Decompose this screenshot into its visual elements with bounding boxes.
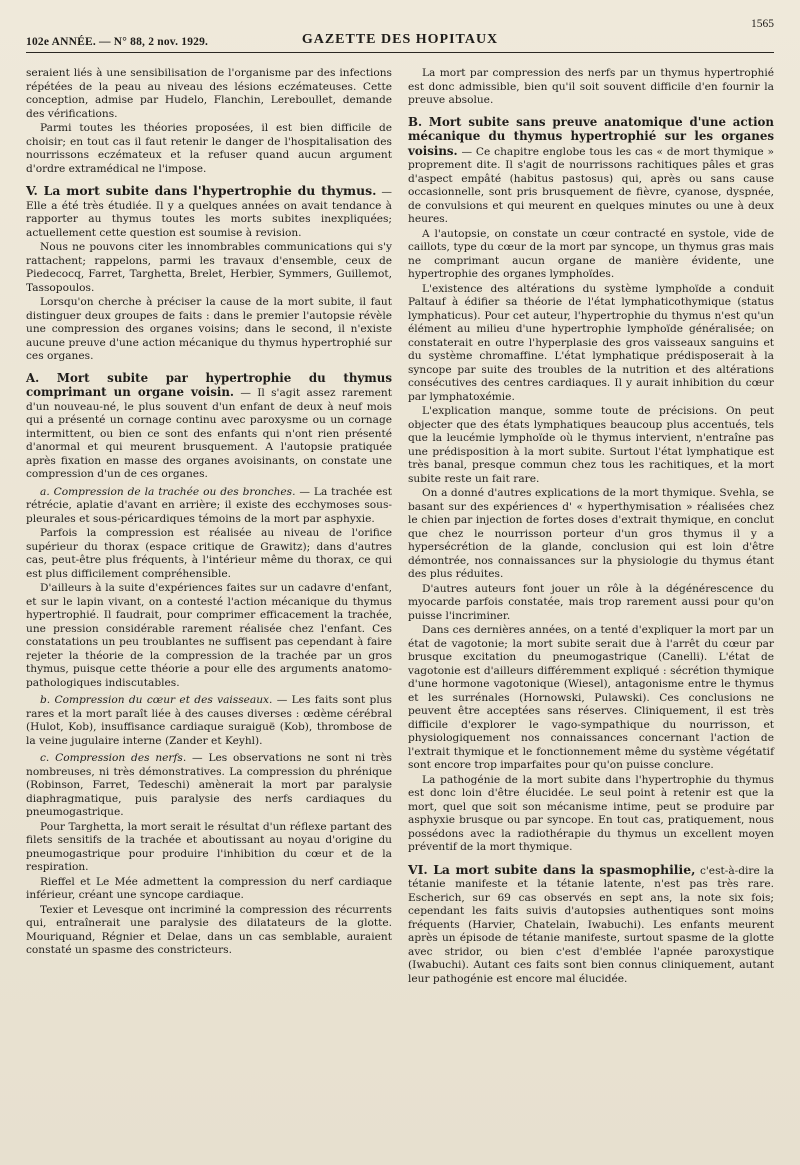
text-columns — [26, 67, 774, 987]
paragraph: On a donné d'autres explications de la mort thymique. Svehla, se basant sur des expériences d' « hyperthymisation » réalisées chez le chien par injection de fortes doses d'extrait thymique, en conclut que chez le nourrisson porteur d'un gros thymus il y a hypersécrétion de la glande, conclusion qui est loin d'être démontrée, nos connaissances sur la physiologie du thymus étant des plus réduites. — [408, 487, 774, 580]
issue-info: 102e ANNÉE. — N° 88, 2 nov. 1929. — [26, 36, 209, 48]
paragraph: Parmi toutes les théories proposées, il est bien difficile de choisir; en tout cas il faut retenir le danger de l'hospitalisation des nourrissons eczémateux et la refuser quand aucun argument d'ordre extramédical ne l'impose. — [26, 122, 392, 175]
paragraph: Pour Targhetta, la mort serait le résultat d'un réflexe partant des filets sensitifs de la trachée et aboutissant au noyau d'origine du pneumogastrique pour produire l'inhibition du cœur et de la respiration. — [26, 820, 392, 873]
page-number: 1565 — [751, 18, 774, 30]
paragraph: La pathogénie de la mort subite dans l'hypertrophie du thymus est donc loin d'être élucidée. Le seul point à retenir est que la mort, quel que soit son mécanisme intime, peut se produire par asphyxie brusque ou par syncope. En tout cas, pratiquement, nous possédons avec la radiothérapie du thymus un excellent moyen préventif de la mort thymique. — [408, 773, 774, 853]
paragraph: Rieffel et Le Mée admettent la compression du nerf cardiaque inférieur, créant une syncope cardiaque. — [26, 875, 392, 901]
paragraph: D'autres auteurs font jouer un rôle à la dégénérescence du myocarde parfois constatée, mais trop rarement aussi pour qu'on puisse l'incriminer. — [408, 582, 774, 622]
item-heading: c. Compression des nerfs. — [40, 752, 187, 764]
section-heading: VI. La mort subite dans la spasmophilie, — [408, 861, 696, 877]
subsection-a — [26, 372, 392, 482]
paragraph: L'existence des altérations du système lymphoïde a conduit Paltauf à édifier sa théorie de l'état lymphaticothymique (status lymphaticus). Pour cet auteur, l'hypertrophie du thymus n'est qu'un élément au milieu d'une hypertrophie lymphoïde généralisée; on constaterait en outre l'hyperplasie des gros vaisseaux sanguins et du système chromaffine. L'état lymphatique prédisposerait à la syncope par suite des troubles de la nutrition et des altérations consécutives des centres cardiaques. Il y aurait inhibition du cœur par lymphatoxémie. — [408, 282, 774, 403]
item-c — [26, 752, 392, 820]
paragraph: La mort par compression des nerfs par un thymus hypertrophié est donc admissible, bien qu'il soit souvent difficile d'en fournir la preuve absolue. — [408, 67, 774, 106]
section-v — [26, 184, 392, 240]
paragraph: Lorsqu'on cherche à préciser la cause de la mort subite, il faut distinguer deux groupes de faits : dans le premier l'autopsie révèle une compression des organes voisins; dans le second, il n'existe aucune preuve d'une action mécanique du thymus hypertrophié sur ces organes. — [26, 296, 392, 362]
section-vi — [408, 863, 774, 987]
item-a — [26, 486, 392, 527]
item-heading: b. Compression du cœur et des vaisseaux. — [40, 694, 273, 706]
section-text: — Elle a été très étudiée. Il y a quelques années on avait tendance à rapporter au thymus toutes les morts subites inexpliquées; actuellement cette question est soumise à revision. — [26, 186, 392, 239]
paragraph: seraient liés à une sensibilisation de l'organisme par des infections répétées de la peau au niveau des lésions eczémateuses. Cette conception, admise par Hudelo, Flanchin, Lereboullet, demande des vérifications. — [26, 67, 392, 120]
section-heading: V. La mort subite dans l'hypertrophie du thymus. — [26, 183, 377, 198]
right-column — [408, 67, 774, 987]
subsection-text: — Ce chapitre englobe tous les cas « de mort thymique » proprement dite. Il s'agit de nourrissons rachitiques pâles et gras d'aspect empâté (habitus pastosus) qui, après ou sans cause occasionnelle, sont pris brusquement de fièvre, cyanose, dyspnée, de convulsions et qui meurent en quelques minutes ou une à deux heures. — [408, 145, 774, 225]
paragraph: A l'autopsie, on constate un cœur contracté en systole, vide de caillots, type du cœur de la mort par syncope, un thymus gras mais ne comprimant aucun organe de manière évidente, une hypertrophie des organes lymphoïdes. — [408, 227, 774, 280]
paragraph: Texier et Levesque ont incriminé la compression des récurrents qui, entraînerait une paralysie des dilatateurs de la glotte. Mouriquand, Régnier et Delae, dans un cas semblable, auraient constaté un spasme des constricteurs. — [26, 903, 392, 956]
subsection-heading: B. Mort subite sans preuve anatomique d'une action mécanique du thymus hypertrophié sur les organes voisins. — [408, 114, 774, 158]
left-column — [26, 67, 392, 987]
subsection-text: — Il s'agit assez rarement d'un nouveau-né, le plus souvent d'un enfant de deux à neuf mois qui a présenté un cornage continu avec paroxysme ou un cornage intermittent, ou bien ce sont des enfants qui n'ont rien présenté d'anormal et qui meurent brusquement. A l'autopsie pratiquée après fixation en masse des organes avoisinants, on constate une compression d'un de ces organes. — [26, 387, 392, 480]
paragraph: Nous ne pouvons citer les innombrables communications qui s'y rattachent; rappelons, parmi les travaux d'ensemble, ceux de Piedecocq, Farret, Targhetta, Brelet, Herbier, Symmers, Guillemot, Tassopoulos. — [26, 241, 392, 294]
item-b — [26, 694, 392, 748]
page-header — [26, 12, 774, 53]
item-text: — Les observations ne sont ni très nombreuses, ni très démonstratives. La compression du phrénique (Robinson, Farret, Tedeschi) amènerait la mort par paralysie diaphragmatique, puis paralysie des nerfs cardiaques du pneumogastrique. — [26, 752, 392, 818]
paragraph: Parfois la compression est réalisée au niveau de l'orifice supérieur du thorax (espace critique de Grawitz); dans d'autres cas, peut-être plus fréquents, à l'intérieur même du thorax, ce qui est plus difficilement compréhensible. — [26, 527, 392, 580]
paragraph: D'ailleurs à la suite d'expériences faites sur un cadavre d'enfant, et sur le lapin vivant, on a contesté l'action mécanique du thymus hypertrophié. Il faudrait, pour comprimer efficacement la trachée, une pression considérable rarement réalisée chez l'enfant. Ces constatations un peu troublantes ne suffisent pas cependant à faire rejeter la théorie de la compression de la trachée par un gros thymus, puisque cette théorie a pour elle des arguments anatomo-pathologiques indiscutables. — [26, 582, 392, 689]
paragraph: Dans ces dernières années, on a tenté d'expliquer la mort par un état de vagotonie; la mort subite serait due à l'arrêt du cœur par brusque excitation du pneumogastrique (Canelli). L'état de vagotonie est d'ailleurs différemment expliqué : sécrétion thymique d'une hormone vagotonique (Wiesel), antagonisme entre le thymus et les surrénales (Hornowski, Pulawski). Ces conclusions ne peuvent être acceptées sans réserves. Cliniquement, il est très difficile d'explorer le vago-sympathique du nourrisson, et physiologiquement nos connaissances concernant l'action de l'extrait thymique et le fonctionnement même du système végétatif sont encore trop imparfaites pour qu'on puisse conclure. — [408, 624, 774, 771]
item-text: — Les faits sont plus rares et la mort paraît liée à des causes diverses : œdème cérébral (Hulot, Kob), insuffisance cardiaque suraiguë (Kob), thrombose de la veine jugulaire interne (Zander et Keyhl). — [26, 694, 392, 747]
item-text: — La trachée est rétrécie, aplatie d'avant en arrière; il existe des ecchymoses sous-pleurales et sous-péricardiques témoins de la mort par asphyxie. — [26, 485, 392, 525]
subsection-b — [408, 116, 774, 227]
item-heading: a. Compression de la trachée ou des bronches. — [40, 485, 296, 498]
section-text: c'est-à-dire la tétanie manifeste et la tétanie latente, n'est pas très rare. Escherich, sur 69 cas observés en sept ans, la note six fois; cependant les faits suivis d'autopsies authentiques sont moins fréquents (Harvier, Chatelain, Iwabuchi). Les enfants meurent après un épisode de tétanie manifeste, surtout spasme de la glotte avec stridor, ou bien c'est d'emblée l'apnée paroxystique (Iwabuchi). Autant ces faits sont bien connus cliniquement, autant leur pathogénie est encore mal élucidée. — [408, 864, 774, 985]
paragraph: L'explication manque, somme toute de précisions. On peut objecter que des états lymphatiques beaucoup plus accentués, tels que la leucémie lymphoïde où le thymus intervient, n'entraîne pas une prédisposition à la mort subite. Surtout l'état lymphatique est très banal, presque commun chez tous les rachitiques, et la mort subite reste un fait rare. — [408, 405, 774, 485]
journal-title: GAZETTE DES HOPITAUX — [301, 32, 499, 47]
subsection-heading: A. Mort subite par hypertrophie du thymus comprimant un organe voisin. — [26, 370, 392, 399]
